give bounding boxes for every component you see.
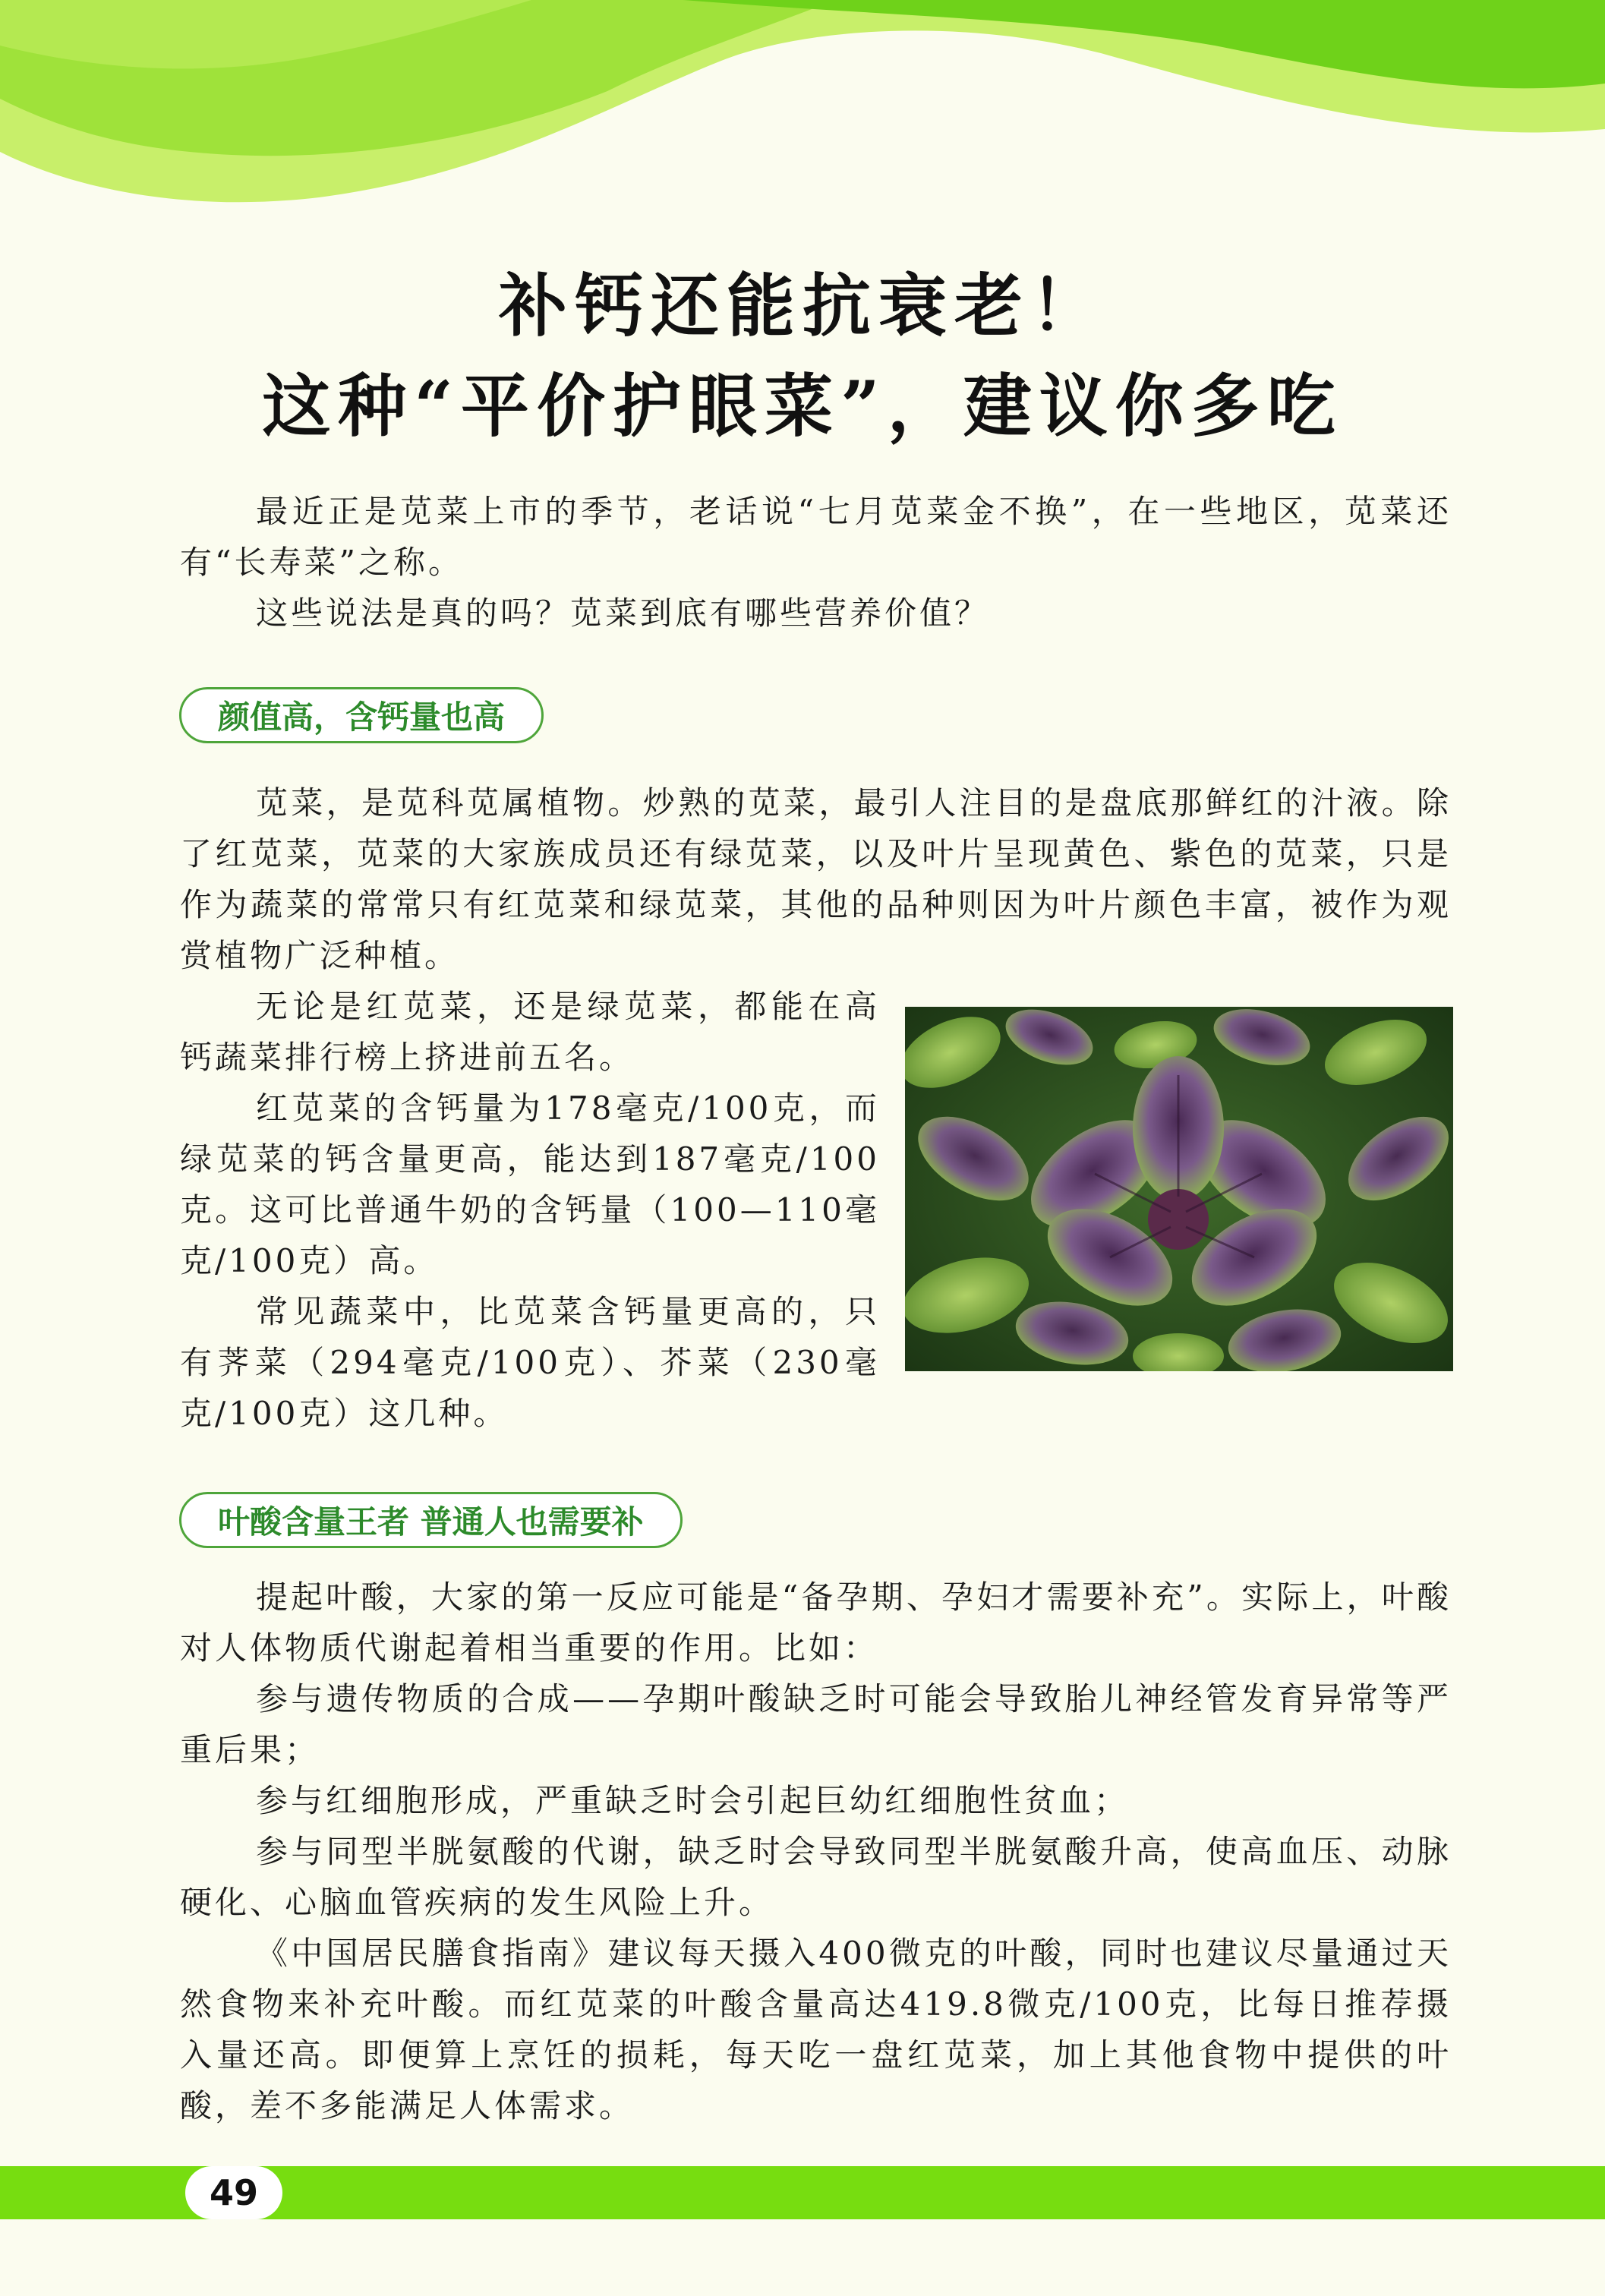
- intro-paragraph-1: 最近正是苋菜上市的季节，老话说“七月苋菜金不换”，在一些地区，苋菜还有“长寿菜”之称。: [180, 493, 1452, 581]
- body-paragraph: 《中国居民膳食指南》建议每天摄入400微克的叶酸，同时也建议尽量通过天然食物来补充叶酸。而红苋菜的叶酸含量高达419.8微克/100克，比每日推荐摄入量还高。即便算上烹饪的损耗，每天吃一盘红苋菜，加上其他食物中提供的叶酸，差不多能满足人体需求。: [180, 1935, 1452, 2124]
- body-paragraph: 提起叶酸，大家的第一反应可能是“备孕期、孕妇才需要补充”。实际上，叶酸对人体物质代谢起着相当重要的作用。比如：: [180, 1578, 1452, 1667]
- section-heading-folic-acid: 叶酸含量王者 普通人也需要补: [179, 1492, 683, 1548]
- intro-paragraph-2: 这些说法是真的吗？苋菜到底有哪些营养价值？: [256, 594, 990, 632]
- body-paragraph: 参与遗传物质的合成——孕期叶酸缺乏时可能会导致胎儿神经管发育异常等严重后果；: [180, 1680, 1452, 1768]
- title-line-1: 补钙还能抗衰老！: [499, 266, 1106, 346]
- body-paragraph: 参与红细胞形成，严重缺乏时会引起巨幼红细胞性贫血；: [256, 1782, 1130, 1819]
- page-number: 49: [185, 2166, 282, 2219]
- body-paragraph: 苋菜，是苋科苋属植物。炒熟的苋菜，最引人注目的是盘底那鲜红的汁液。除了红苋菜，苋菜的大家族成员还有绿苋菜，以及叶片呈现黄色、紫色的苋菜，只是作为蔬菜的常常只有红苋菜和绿苋菜，其他的品种则因为叶片颜色丰富，被作为观赏植物广泛种植。: [180, 784, 1452, 974]
- top-wave-decoration: [0, 0, 1605, 273]
- body-paragraph: 常见蔬菜中，比苋菜含钙量更高的，只有荠菜（294毫克/100克）、芥菜（230毫克/100克）这几种。: [180, 1293, 880, 1432]
- body-paragraph: 无论是红苋菜，还是绿苋菜，都能在高钙蔬菜排行榜上挤进前五名。: [180, 988, 880, 1076]
- amaranth-photo: [905, 1007, 1453, 1371]
- section-heading-calcium: 颜值高，含钙量也高: [179, 687, 544, 743]
- body-paragraph: 参与同型半胱氨酸的代谢，缺乏时会导致同型半胱氨酸升高，使高血压、动脉硬化、心脑血管疾病的发生风险上升。: [180, 1833, 1452, 1921]
- body-paragraph: 红苋菜的含钙量为178毫克/100克，而绿苋菜的钙含量更高，能达到187毫克/100克。这可比普通牛奶的含钙量（100—110毫克/100克）高。: [180, 1090, 880, 1279]
- title-line-2: 这种“平价护眼菜”，建议你多吃: [262, 366, 1343, 446]
